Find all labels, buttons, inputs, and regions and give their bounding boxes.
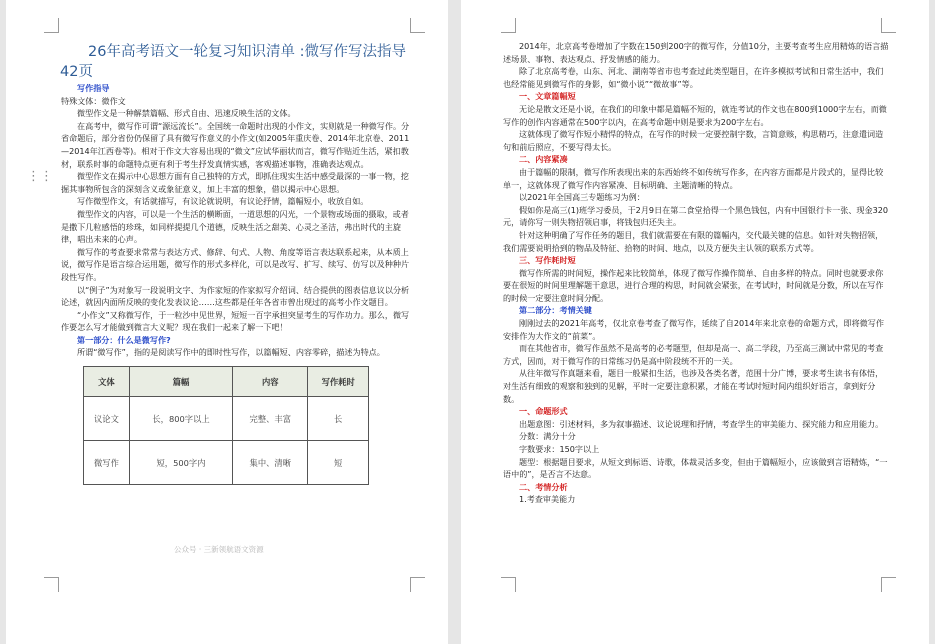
paragraph: 微型作文的内容，可以是一个生活的横断面，一道思想的闪光，一个景物或场面的摄取，或者是撒下几粒感悟的珍珠，如同样提提几个道德，反映生活之甜美、心灵之圣洁，弗出时代的主旋律，唱出未来的心声。	[61, 208, 409, 245]
page-body	[503, 40, 891, 506]
paragraph: 题型：根据题目要求，从短文到标语、诗歌，体裁灵活多变，但由于篇幅短小，应该做到言语精炼，“一语中的”，是否言不达意。	[503, 456, 888, 480]
document-page-left	[6, 0, 448, 644]
paragraph: 分数：满分十分	[519, 431, 576, 442]
table-cell: 长	[308, 397, 369, 441]
comparison-table	[83, 366, 369, 485]
table-row	[84, 397, 369, 441]
crop-mark	[44, 577, 59, 592]
table-cell: 长，800字以上	[129, 397, 232, 441]
section-heading: 三、写作耗时短	[519, 255, 576, 266]
doc-title: 26年高考语文一轮复习知识清单 :微写作写法指导	[88, 44, 406, 60]
paragraph: 微写作的考查要求常常与表达方式、修辞、句式、人物、角度等语言表达联系起来，从本质上说，微写作是语言综合运用题，微写作的形式多样化，可以是改写、扩写、续写、仿写以及种种片段性写作。	[61, 246, 410, 282]
page-body	[61, 0, 410, 485]
paragraph: 2014年，北京高考卷增加了字数在150到200字的微写作，分值10分，主要考查考生应用精炼的语言描述场景、事物、表达观点、抒发情感的能力。	[503, 41, 889, 64]
section-heading: 写作指导	[77, 83, 110, 93]
crop-mark	[501, 577, 516, 592]
paragraph: 以“例子”为对象写一段说明文字、为作家短的作家拟写介绍词、结合提供的图表信息议以分析论述，就因内面所反映的变化发表议论……这些都是任年各省市曾出现过的高考小作文题目。	[61, 284, 410, 308]
section-heading: 一、文章篇幅短	[519, 91, 576, 102]
table-header-row	[84, 367, 369, 397]
doc-title-continued: 42页	[60, 64, 93, 80]
section-heading: 二、考情分析	[519, 481, 568, 492]
paragraph: 写作微型作文，有话就描写，有议论就说明，有议论抒情，篇幅短小，收放自如。	[77, 196, 369, 207]
drag-handle-icon[interactable]: ⋮⋮	[27, 169, 53, 184]
paragraph: 微型作文是一种解禁篇幅、形式自由、迅速反映生活的文体。	[77, 108, 296, 119]
paragraph: 以2021年全国高三专题练习为例：	[519, 192, 645, 203]
watermark: 公众号 · 三新领航语文资源	[174, 545, 264, 554]
crop-mark	[881, 577, 896, 592]
paragraph: 字数要求：150字以上	[519, 444, 600, 454]
section-heading: 一、命题形式	[519, 406, 568, 417]
paragraph: 在高考中，微写作可谓“源远流长”。全国统一命题时出现的小作文，实则就是一种微写作。分省命题后，部分省份仍保留了具有微写作意义的小作文(如2005年重庆卷、2014年北京卷、2011—2014年江西卷等)。相对于作文大容易出现的“微文”应试华丽状而言，微写作贴近生活，紧扣教材，联系时事的命题特点更有利于考生抒发真情实感，客观描述事物，准确表达观点。	[61, 120, 410, 169]
paragraph: 除了北京高考卷，山东、河北、湖南等省市也考查过此类型题目，在许多模拟考试和日常生活中，我们也经常能见到微写作的身影，如“微小说”“微故事”等。	[503, 66, 884, 89]
table-cell: 完整、丰富	[233, 397, 308, 441]
section-heading: 第一部分：什么是微写作?	[77, 334, 171, 345]
paragraph: 这就体现了微写作短小精悍的特点，在写作的时候一定要控制字数，言简意赅，构思精巧，注意遣词造句和前后照应，不要写得太长。	[503, 129, 884, 152]
table-cell: 短	[308, 441, 369, 485]
column-header: 文体	[84, 367, 130, 397]
paragraph: 微写作所需的时间短，操作起来比较简单，体现了微写作操作简单、自由多样的特点。同时也就要求你要在很短的时间里理解题干意思，进行合理的构思，时间就会紧张，在考试时，时间就是分数，所以在写作的时候一定要注意时间分配。	[503, 267, 884, 303]
paragraph: 无论是散文还是小说，在我们的印象中都是篇幅不短的，就连考试的作文也在800到1000字左右，而微写作的创作内容通常在500字以内，在高考命题中则是要求为200字左右。	[503, 103, 887, 127]
crop-mark	[44, 18, 59, 33]
crop-mark	[410, 577, 425, 592]
paragraph: 微型作文在揭示中心思想方面有自己独特的方式，即抓住现实生活中感受最深的一事一物，挖掘其事物所包含的深刻含义或象征意义，加上丰富的想象，借以揭示中心思想。	[61, 171, 409, 194]
crop-mark	[501, 18, 516, 33]
paragraph: 刚刚过去的2021年高考，仅北京卷考查了微写作，延续了自2014年来北京卷的命题方式，即将微写作安排作为大作文的“前菜”。	[503, 318, 884, 341]
paragraph: 所谓“微写作”，指的是阅读写作中的即时性写作，以篇幅短、内容零碎，描述为特点。	[77, 347, 385, 358]
table-cell: 议论文	[84, 397, 130, 441]
paragraph: 假如你是高三(1)班学习委员，于2月9日在第二食堂拾得一个黑色钱包，内有中国银行卡一张、现金320元，请你写一则失物招领启事，将钱包归还失主。	[503, 204, 889, 228]
paragraph: 从往年微写作真题来看，题目一般紧扣生活，也涉及各类名著，范围十分广博，要求考生读书有体悟，对生活有细致的观察和独到的见解，平时一定要注意积累，才能在考试时短时间内组织好语言，拿到好分数。	[503, 368, 884, 404]
paragraph: 针对这种明确了写作任务的题目，我们就需要在有限的篇幅内，交代最关键的信息。如针对失物招领，我们需要说明拾到的物品及特征、拾物的时间、地点，以及方便失主认领的联系方式等。	[503, 229, 884, 253]
paragraph: 而在其他省市，微写作虽然不是高考的必考题型，但却是高一、高二学段，乃至高三测试中常见的考查方式，因而，对于微写作的日常练习仍是高中阶段统不开的一关。	[503, 343, 884, 366]
table-row	[84, 441, 369, 485]
paragraph: 特殊文体：微作文	[61, 95, 126, 106]
column-header: 写作耗时	[308, 367, 369, 397]
table-cell: 短，500字内	[129, 441, 232, 485]
section-heading: 二、内容紧凑	[519, 154, 568, 165]
table-cell: 微写作	[84, 441, 130, 485]
column-header: 篇幅	[129, 367, 232, 397]
paragraph: “小作文”又称微写作，于一粒沙中见世界，短短一百字承担突显考生的写作功力。那么，微写作要怎么写才能做到微言大义呢？现在我们一起来了解一下吧！	[61, 309, 410, 333]
crop-mark	[410, 18, 425, 33]
crop-mark	[881, 18, 896, 33]
table-cell: 集中、清晰	[233, 441, 308, 485]
paragraph: 出题意图：引述材料，多为叙事描述、议论说理和抒情，考查学生的审美能力、探究能力和应用能力。	[519, 418, 884, 429]
paragraphs	[61, 82, 410, 359]
paragraph: 由于篇幅的限制，微写作所表现出来的东西始终不如传统写作多，在内容方面都是片段式的，显得比较单一，这就体现了微写作内容紧凑、目标明确、主题清晰的特点。	[503, 166, 884, 190]
paragraphs	[503, 40, 891, 506]
section-heading: 第二部分：考情关键	[519, 305, 592, 316]
column-header: 内容	[233, 367, 308, 397]
document-page-right	[461, 0, 929, 644]
paragraph: 1.考查审美能力	[519, 494, 576, 505]
